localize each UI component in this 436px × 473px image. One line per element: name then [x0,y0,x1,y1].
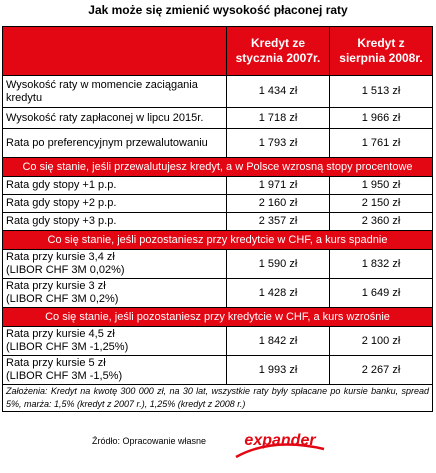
table-title: Jak może się zmienić wysokość płaconej raty [88,3,348,17]
row-value-2007: 2 160 zł [227,195,330,213]
table-row [3,213,433,231]
table-row [3,108,433,129]
row-label-line1: Rata przy kursie 3,4 zł [6,251,115,263]
table-row [3,76,433,108]
row-value-2008: 1 950 zł [330,177,433,195]
row-label [3,356,227,385]
row-label: Rata gdy stopy +1 p.p. [3,177,227,195]
header-row [3,27,433,76]
table-row [3,129,433,158]
row-value-2008: 1 832 zł [330,250,433,279]
row-label-line2: (LIBOR CHF 3M -1,25%) [6,341,129,353]
row-label-line2: (LIBOR CHF 3M 0,02%) [6,264,125,276]
row-label: Rata gdy stopy +2 p.p. [3,195,227,213]
row-label: Rata po preferencyjnym przewalutowaniu [3,129,227,158]
section-header-fall: Co się stanie, jeśli pozostaniesz przy kredytcie w CHF, a kurs spadnie [3,231,433,250]
row-label [3,327,227,356]
row-value-2007: 1 718 zł [227,108,330,129]
row-value-2008: 2 100 zł [330,327,433,356]
row-label [3,250,227,279]
row-label-line1: Rata przy kursie 5 zł [6,357,106,369]
row-value-2007: 1 993 zł [227,356,330,385]
row-value-2007: 1 590 zł [227,250,330,279]
section-header-rates: Co się stanie, jeśli przewalutujesz kredyt, a w Polsce wzrosną stopy procentowe [3,158,433,177]
row-label-line2: (LIBOR CHF 3M 0,2%) [6,293,119,305]
logo-wordmark: expander [244,432,316,449]
row-value-2008: 2 267 zł [330,356,433,385]
assumptions-note: Założenia: Kredyt na kwotę 300 000 zł, na 30 lat, wszystkie raty były spłacane po kursie banku, spread 5%, marża: 1,5% (kredyt z 2007 r.), 1,25% (kredyt z 2008 r.) [3,385,433,412]
section-header [3,231,433,250]
row-value-2008: 1 761 zł [330,129,433,158]
row-value-2008: 1 513 zł [330,76,433,108]
header-corner [3,27,227,76]
row-value-2007: 1 434 zł [227,76,330,108]
row-value-2007: 1 428 zł [227,279,330,308]
row-value-2007: 1 793 zł [227,129,330,158]
assumptions-row [3,385,433,412]
table-row [3,356,433,385]
source-caption: Źródło: Opracowanie własne [92,436,207,446]
row-value-2007: 1 971 zł [227,177,330,195]
table-row [3,327,433,356]
table-row [3,195,433,213]
row-label: Wysokość raty w momencie zaciągania kredytu [3,76,227,108]
table-row [3,250,433,279]
section-header [3,308,433,327]
table-row [3,177,433,195]
expander-logo [232,427,328,463]
row-value-2008: 1 966 zł [330,108,433,129]
row-label-line1: Rata przy kursie 3 zł [6,280,106,292]
row-value-2008: 1 649 zł [330,279,433,308]
header-col1: Kredyt ze stycznia 2007r. [227,27,330,76]
row-label [3,279,227,308]
row-label-line2: (LIBOR CHF 3M -1,5%) [6,370,123,382]
section-header-rise: Co się stanie, jeśli pozostaniesz przy kredytcie w CHF, a kurs wzrośnie [3,308,433,327]
row-value-2007: 1 842 zł [227,327,330,356]
row-label-line1: Rata przy kursie 4,5 zł [6,328,115,340]
row-value-2008: 2 150 zł [330,195,433,213]
section-header [3,158,433,177]
row-label: Rata gdy stopy +3 p.p. [3,213,227,231]
comparison-table [2,26,433,412]
table-row [3,279,433,308]
row-value-2008: 2 360 zł [330,213,433,231]
row-value-2007: 2 357 zł [227,213,330,231]
row-label: Wysokość raty zapłaconej w lipcu 2015r. [3,108,227,129]
header-col2: Kredyt z sierpnia 2008r. [330,27,433,76]
